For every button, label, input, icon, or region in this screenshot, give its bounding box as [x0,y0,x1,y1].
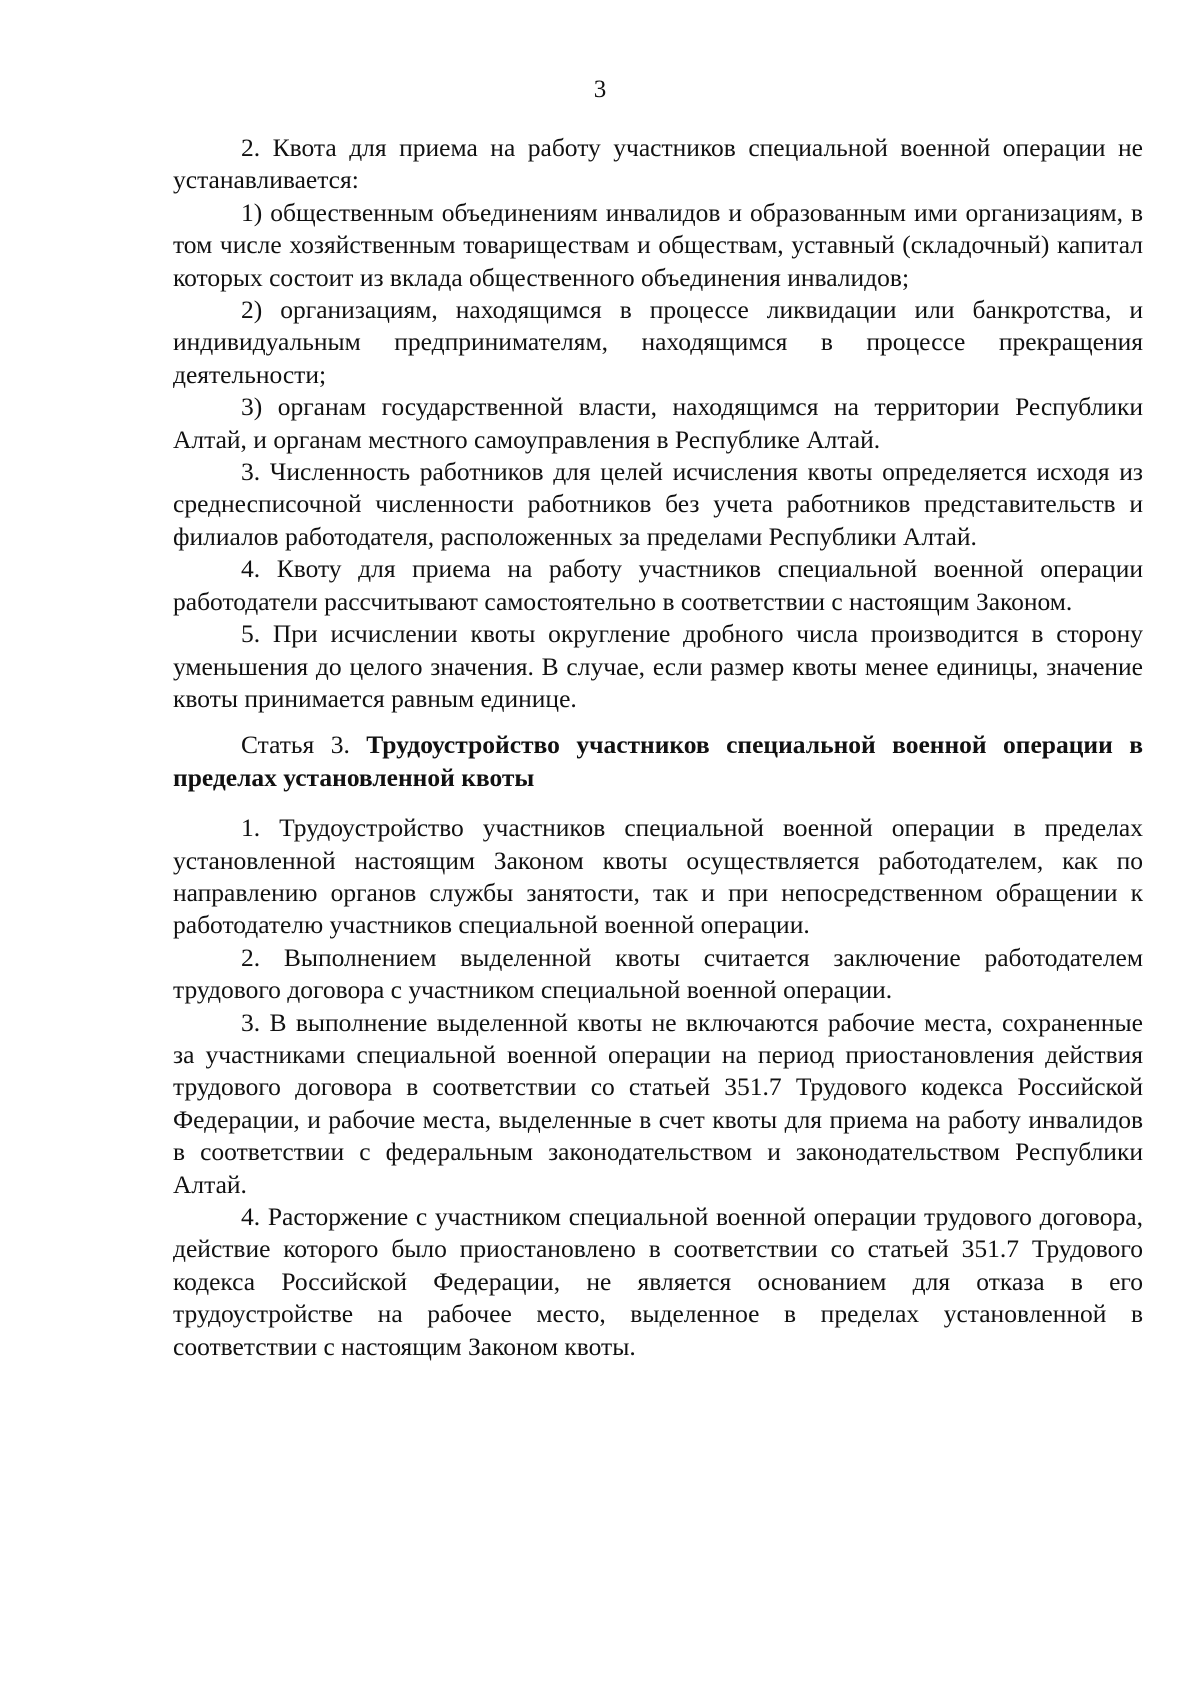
article-label: Статья 3. [241,730,350,760]
paragraph: 4. Квоту для приема на работу участников специальной военной операции работодатели рассчитывают самостоятельно в соответствии с настоящим Законом. [173,554,1143,616]
paragraph: 2) организациям, находящимся в процессе ликвидации или банкротства, и индивидуальным предпринимателям, находящимся в процессе прекращения деятельности; [173,295,1143,389]
paragraph: 2. Квота для приема на работу участников специальной военной операции не устанавливается: [173,133,1143,195]
document-body [173,132,1143,1363]
article-title [173,729,1143,794]
article-heading: Трудоустройство участников специальной военной операции в пределах установленной квоты [173,730,1144,792]
paragraph: 1) общественным объединениям инвалидов и образованным ими организациям, в том числе хозяйственным товариществам и обществам, уставный (складочный) капитал которых состоит из вклада общественного объединения инвалидов; [173,197,1143,292]
paragraph: 1. Трудоустройство участников специальной военной операции в пределах установленной настоящим Законом квоты осуществляется работодателем, как по направлению органов службы занятости, так и при непосредственном обращении к работодателю участников специальной военной операции. [173,813,1143,940]
paragraph: 2. Выполнением выделенной квоты считается заключение работодателем трудового договора с участником специальной военной операции. [173,942,1143,1005]
page-number: 3 [593,76,607,103]
paragraph: 3. Численность работников для целей исчисления квоты определяется исходя из среднесписочной численности работников без учета работников представительств и филиалов работодателя, расположенных за пределами Республики Алтай. [173,457,1143,551]
paragraph: 4. Расторжение с участником специальной военной операции трудового договора, действие которого было приостановлено в соответствии со статьей 351.7 Трудового кодекса Российской Федерации, не является основанием для отказа в его трудоустройстве на рабочее место, выделенное в пределах установленной в соответствии с настоящим Законом квоты. [173,1202,1143,1361]
paragraph: 3) органам государственной власти, находящимся на территории Республики Алтай, и органам местного самоуправления в Республике Алтай. [173,392,1143,454]
paragraph: 5. При исчислении квоты округление дробного числа производится в сторону уменьшения до целого значения. В случае, если размер квоты менее единицы, значение квоты принимается равным единице. [173,619,1143,713]
paragraph: 3. В выполнение выделенной квоты не включаются рабочие места, сохраненные за участниками специальной военной операции на период приостановления действия трудового договора в соответствии со статьей 351.7 Трудового кодекса Российской Федерации, и рабочие места, выделенные в счет квоты для приема на работу инвалидов в соответствии с федеральным законодательством и законодательством Республики Алтай. [173,1007,1143,1199]
